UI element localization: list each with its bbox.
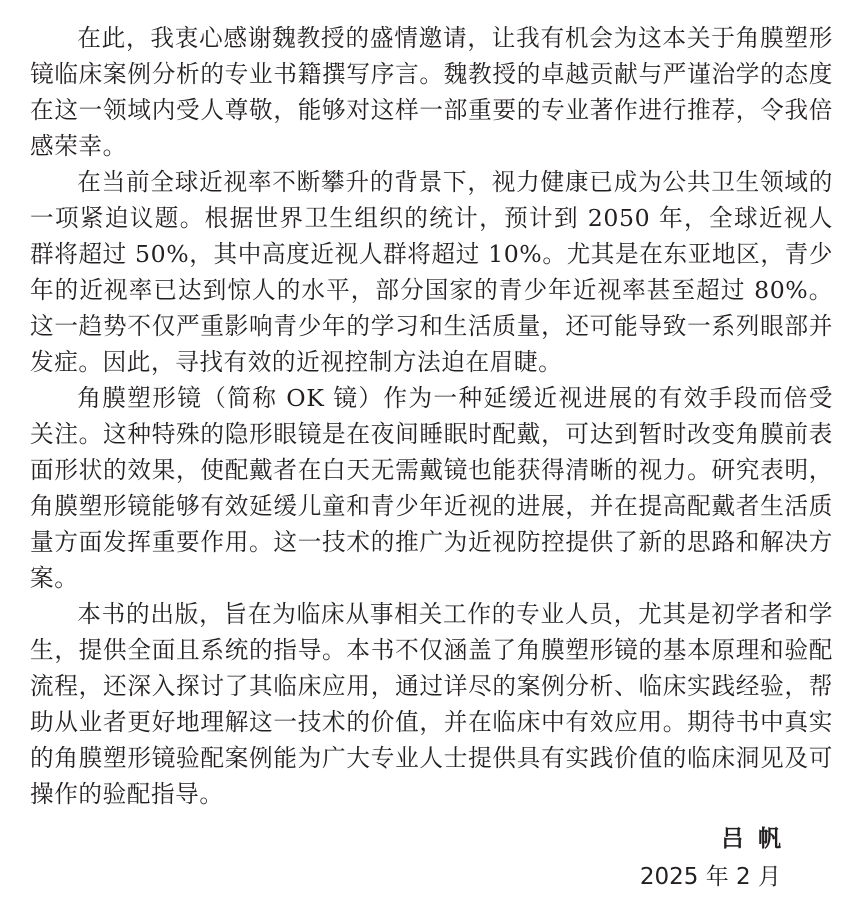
signature-block: [639, 822, 795, 896]
preface-body: [30, 20, 833, 812]
preface-paragraph-4: 本书的出版，旨在为临床从事相关工作的专业人员，尤其是初学者和学生，提供全面且系统的指导。本书不仅涵盖了角膜塑形镜的基本原理和验配流程，还深入探讨了其临床应用，通过详尽的案例分析、临床实践经验，帮助从业者更好地理解这一技术的价值，并在临床中有效应用。期待书中真实的角膜塑形镜验配案例能为广大专业人士提供具有实践价值的临床洞见及可操作的验配指导。: [30, 600, 833, 808]
signature-date: 2025 年 2 月: [639, 864, 781, 890]
preface-paragraph-3: 角膜塑形镜（简称 OK 镜）作为一种延缓近视进展的有效手段而倍受关注。这种特殊的隐形眼镜是在夜间睡眠时配戴，可达到暂时改变角膜前表面形状的效果，使配戴者在白天无需戴镜也能获得清晰的视力。研究表明，角膜塑形镜能够有效延缓儿童和青少年近视的进展，并在提高配戴者生活质量方面发挥重要作用。这一技术的推广为近视防控提供了新的思路和解决方案。: [30, 384, 833, 592]
preface-paragraph-2: 在当前全球近视率不断攀升的背景下，视力健康已成为公共卫生领域的一项紧迫议题。根据世界卫生组织的统计，预计到 2050 年，全球近视人群将超过 50%，其中高度近视人群将超过 10%。尤其是在东亚地区，青少年的近视率已达到惊人的水平，部分国家的青少年近视率甚至超过 80%。这一趋势不仅严重影响青少年的学习和生活质量，还可能导致一系列眼部并发症。因此，寻找有效的近视控制方法迫在眉睫。: [30, 168, 833, 376]
author-name: 吕帆: [721, 826, 795, 852]
preface-paragraph-1: 在此，我衷心感谢魏教授的盛情邀请，让我有机会为这本关于角膜塑形镜临床案例分析的专业书籍撰写序言。魏教授的卓越贡献与严谨治学的态度在这一领域内受人尊敬，能够对这样一部重要的专业著作进行推荐，令我倍感荣幸。: [30, 24, 833, 160]
